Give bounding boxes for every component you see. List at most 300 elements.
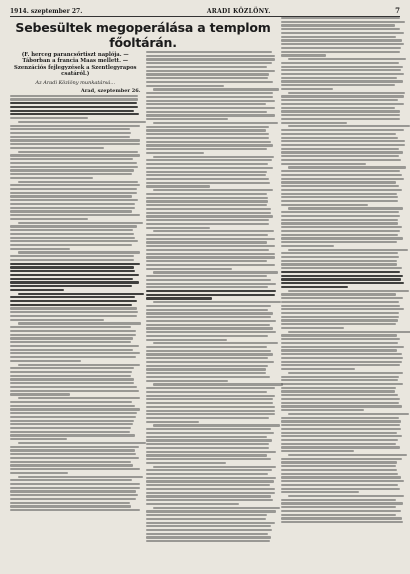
text-line: [10, 472, 68, 474]
text-line: [146, 428, 271, 430]
text-line: [146, 395, 276, 397]
text-line: [281, 245, 334, 247]
text-line: [18, 322, 142, 324]
text-line: [146, 275, 267, 277]
text-line: [10, 281, 139, 283]
text-line: [18, 397, 140, 399]
text-line: [146, 103, 267, 105]
text-line: [281, 387, 396, 389]
text-line: [281, 301, 399, 303]
text-line: [146, 525, 272, 527]
column-1-text: [10, 95, 141, 512]
text-line: [10, 378, 134, 380]
text-line: [146, 499, 273, 501]
text-line: [10, 307, 137, 309]
text-line: [281, 420, 401, 422]
text-line: [146, 492, 275, 494]
article-deck: (F. herceg parancsőrtiszt naplója. — Táborban a francia Maas mellett. — Szenzációs fejlegyzések a Szentlegyrapos csatáról.): [14, 52, 137, 78]
text-line: [146, 51, 272, 53]
text-line: [146, 297, 212, 299]
text-line: [281, 144, 405, 146]
text-line: [281, 267, 402, 269]
text-line: [146, 447, 269, 449]
text-line: [288, 166, 405, 168]
text-line: [146, 503, 240, 505]
text-line: [281, 484, 398, 486]
text-line: [281, 383, 403, 385]
text-line: [146, 413, 276, 415]
text-line: [146, 137, 269, 139]
text-line: [146, 73, 270, 75]
text-line: [281, 39, 402, 41]
text-line: [281, 151, 403, 153]
text-line: [281, 66, 403, 68]
text-line: [281, 110, 400, 112]
text-line: [10, 240, 138, 242]
text-line: [281, 28, 400, 30]
text-line: [10, 113, 139, 115]
text-line: [281, 346, 404, 348]
text-line: [10, 390, 139, 392]
text-line: [10, 356, 136, 358]
text-line: [10, 207, 135, 209]
text-line: [281, 73, 404, 75]
text-line: [10, 405, 135, 407]
text-line: [10, 166, 138, 168]
text-line: [281, 465, 396, 467]
text-line: [281, 394, 398, 396]
text-line: [281, 275, 403, 277]
text-line: [10, 266, 134, 268]
text-line: [281, 353, 402, 355]
text-line: [146, 62, 272, 64]
text-line: [10, 401, 132, 403]
text-line: [153, 507, 279, 509]
text-line: [281, 491, 359, 493]
text-line: [281, 114, 400, 116]
text-line: [10, 386, 137, 388]
text-line: [281, 174, 402, 176]
text-line: [10, 300, 137, 302]
text-line: [288, 58, 405, 60]
text-line: [146, 454, 268, 456]
text-line: [10, 453, 136, 455]
text-line: [146, 421, 200, 423]
text-line: [10, 117, 88, 119]
text-line: [146, 81, 273, 83]
text-line: [146, 439, 273, 441]
text-line: [10, 464, 133, 466]
text-line: [146, 245, 276, 247]
text-line: [146, 387, 275, 389]
text-line: [281, 342, 398, 344]
text-line: [146, 324, 271, 326]
text-line: [146, 141, 271, 143]
text-line: [146, 294, 276, 296]
text-line: [10, 393, 70, 395]
text-line: [10, 132, 131, 134]
text-line: [281, 327, 344, 329]
text-line: [281, 69, 401, 71]
text-line: [288, 413, 409, 415]
text-line: [281, 17, 400, 19]
text-line: [281, 155, 399, 157]
text-line: [146, 443, 270, 445]
text-line: [281, 163, 366, 165]
text-line: [10, 102, 137, 104]
text-line: [281, 140, 405, 142]
text-line: [281, 308, 404, 310]
text-line: [18, 442, 147, 444]
text-line: [281, 252, 398, 254]
text-line: [10, 296, 135, 298]
text-line: [288, 290, 409, 292]
text-line: [146, 152, 204, 154]
text-line: [281, 24, 395, 26]
text-line: [281, 226, 402, 228]
text-line: [281, 446, 400, 448]
text-line: [146, 197, 269, 199]
text-line: [281, 316, 399, 318]
text-line: [10, 237, 135, 239]
text-line: [10, 479, 132, 481]
text-line: [146, 182, 271, 184]
text-line: [146, 312, 274, 314]
text-line: [146, 462, 226, 464]
text-line: [10, 177, 93, 179]
text-line: [281, 62, 399, 64]
text-line: [281, 54, 326, 56]
text-line: [153, 383, 282, 385]
text-line: [10, 483, 140, 485]
text-line: [18, 222, 143, 224]
page-number: 7: [395, 6, 400, 15]
text-line: [10, 98, 138, 100]
text-line: [281, 305, 400, 307]
text-line: [146, 133, 269, 135]
text-line: [281, 432, 397, 434]
text-line: [146, 533, 269, 535]
text-line: [146, 477, 276, 479]
text-line: [153, 156, 274, 158]
text-line: [10, 509, 140, 511]
text-line: [281, 349, 397, 351]
text-line: [146, 249, 270, 251]
text-line: [281, 502, 403, 504]
text-line: [281, 80, 403, 82]
text-line: [146, 96, 274, 98]
column-1: [10, 51, 141, 542]
text-line: [281, 338, 400, 340]
text-line: [146, 357, 268, 359]
text-line: [281, 476, 401, 478]
text-line: [281, 148, 399, 150]
text-line: [146, 309, 269, 311]
text-line: [281, 241, 397, 243]
text-line: [281, 21, 405, 23]
text-line: [146, 339, 227, 341]
text-line: [146, 286, 268, 288]
text-line: [146, 365, 268, 367]
text-line: [288, 92, 404, 94]
text-line: [10, 248, 70, 250]
text-line: [281, 47, 401, 49]
text-line: [281, 200, 398, 202]
text-line: [10, 136, 130, 138]
text-line: [281, 364, 400, 366]
text-line: [146, 171, 267, 173]
text-line: [146, 417, 270, 419]
text-line: [288, 207, 402, 209]
text-line: [281, 219, 398, 221]
text-line: [281, 185, 399, 187]
text-line: [281, 263, 397, 265]
text-line: [146, 327, 274, 329]
text-line: [281, 357, 403, 359]
text-line: [10, 461, 131, 463]
text-line: [10, 233, 134, 235]
column-3: [281, 17, 405, 542]
text-line: [281, 443, 396, 445]
text-line: [10, 341, 131, 343]
text-line: [281, 297, 403, 299]
text-line: [10, 427, 131, 429]
text-line: [288, 372, 403, 374]
text-line: [146, 163, 268, 165]
text-line: [281, 499, 396, 501]
text-line: [10, 375, 131, 377]
text-line: [281, 103, 404, 105]
text-line: [281, 458, 402, 460]
text-line: [281, 99, 398, 101]
text-line: [146, 469, 273, 471]
text-line: [153, 466, 276, 468]
text-line: [10, 319, 104, 321]
text-line: [281, 260, 397, 262]
text-line: [281, 215, 400, 217]
text-line: [146, 70, 276, 72]
text-line: [10, 311, 138, 313]
text-line: [146, 66, 267, 68]
text-line: [281, 129, 404, 131]
text-line: [10, 173, 132, 175]
text-line: [18, 293, 144, 295]
text-line: [281, 293, 396, 295]
text-line: [281, 256, 399, 258]
text-line: [281, 417, 399, 419]
text-line: [146, 380, 229, 382]
text-line: [153, 342, 278, 344]
text-line: [10, 218, 88, 220]
text-line: [281, 282, 404, 284]
text-line: [288, 249, 408, 251]
text-line: [146, 510, 276, 512]
text-line: [281, 286, 348, 288]
text-line: [10, 188, 137, 190]
text-line: [288, 454, 407, 456]
text-line: [146, 316, 272, 318]
text-line: [10, 229, 133, 231]
text-line: [146, 522, 275, 524]
text-line: [10, 263, 140, 265]
text-line: [281, 234, 398, 236]
text-line: [10, 487, 140, 489]
text-line: [10, 345, 139, 347]
text-line: [18, 251, 140, 253]
text-line: [10, 162, 137, 164]
text-line: [146, 111, 267, 113]
text-line: [281, 88, 333, 90]
text-line: [10, 431, 130, 433]
text-line: [281, 32, 404, 34]
text-line: [10, 382, 134, 384]
text-line: [281, 450, 354, 452]
text-line: [281, 319, 398, 321]
text-line: [146, 208, 271, 210]
text-line: [146, 174, 267, 176]
text-line: [281, 230, 400, 232]
text-line: [146, 227, 211, 229]
text-line: [146, 346, 267, 348]
text-line: [153, 230, 274, 232]
text-line: [146, 488, 276, 490]
text-line: [146, 391, 267, 393]
text-line: [10, 255, 134, 257]
text-line: [146, 268, 232, 270]
text-line: [10, 169, 134, 171]
text-line: [10, 214, 140, 216]
text-line: [146, 529, 272, 531]
text-line: [281, 390, 395, 392]
text-line: [18, 121, 146, 123]
text-line: [281, 424, 400, 426]
text-line: [281, 488, 400, 490]
text-line: [281, 368, 355, 370]
text-line: [10, 438, 67, 440]
text-line: [146, 290, 276, 292]
article-byline: Az Aradi Közlöny munkatársá...: [35, 79, 116, 86]
column-3-text: [281, 17, 405, 523]
text-line: [146, 305, 272, 307]
text-line: [146, 260, 268, 262]
text-line: [281, 51, 400, 53]
article-dateline: Arad, szeptember 26.: [80, 87, 141, 94]
running-header: [10, 6, 400, 17]
text-line: [288, 331, 410, 333]
text-line: [146, 372, 267, 374]
article-columns: [10, 17, 400, 542]
text-line: [281, 170, 400, 172]
text-line: [146, 144, 274, 146]
text-line: [146, 241, 267, 243]
text-line: [281, 204, 368, 206]
text-line: [10, 468, 140, 470]
text-line: [10, 371, 132, 373]
text-line: [146, 540, 271, 542]
text-line: [146, 514, 267, 516]
text-line: [10, 412, 137, 414]
text-line: [10, 434, 135, 436]
text-line: [281, 122, 347, 124]
text-line: [146, 92, 273, 94]
text-line: [146, 148, 267, 150]
text-line: [10, 289, 64, 291]
text-line: [146, 234, 268, 236]
main-article: [10, 17, 276, 542]
article-headline: Sebesültek megoperálása a templom főoltárán.: [15, 20, 271, 50]
text-line: [146, 331, 276, 333]
text-line: [146, 473, 269, 475]
text-line: [10, 367, 134, 369]
text-line: [146, 114, 275, 116]
text-line: [146, 204, 268, 206]
text-line: [10, 192, 137, 194]
text-line: [10, 154, 140, 156]
text-line: [10, 349, 133, 351]
text-line: [18, 476, 143, 478]
text-line: [10, 128, 130, 130]
text-line: [10, 416, 136, 418]
text-line: [10, 158, 133, 160]
text-line: [146, 55, 275, 57]
text-line: [281, 405, 402, 407]
text-line: [10, 199, 138, 201]
text-line: [146, 118, 228, 120]
text-line: [146, 398, 273, 400]
text-line: [10, 408, 140, 410]
text-line: [146, 518, 267, 520]
text-line: [146, 256, 275, 258]
column-2: [146, 51, 277, 542]
text-line: [281, 473, 398, 475]
text-line: [153, 271, 277, 273]
text-line: [153, 88, 279, 90]
text-line: [146, 495, 271, 497]
text-line: [281, 133, 396, 135]
text-line: [146, 480, 275, 482]
text-line: [146, 406, 276, 408]
text-line: [281, 189, 402, 191]
text-line: [281, 77, 397, 79]
text-line: [146, 376, 271, 378]
text-line: [281, 409, 364, 411]
text-line: [153, 189, 273, 191]
text-line: [146, 432, 275, 434]
text-line: [10, 304, 132, 306]
text-line: [146, 353, 273, 355]
text-line: [10, 490, 136, 492]
text-line: [18, 364, 140, 366]
text-line: [10, 315, 137, 317]
text-line: [10, 326, 131, 328]
text-line: [281, 107, 395, 109]
text-line: [281, 181, 396, 183]
text-line: [146, 253, 276, 255]
text-line: [281, 521, 403, 523]
newspaper-title: ARADI KÖZLÖNY.: [206, 8, 271, 15]
column-2-text: [146, 51, 277, 542]
text-line: [10, 334, 136, 336]
text-line: [10, 147, 104, 149]
text-line: [18, 181, 138, 183]
text-line: [146, 402, 274, 404]
text-line: [281, 193, 397, 195]
text-line: [281, 36, 396, 38]
text-line: [288, 125, 410, 127]
text-line: [281, 237, 403, 239]
text-line: [146, 100, 275, 102]
text-line: [281, 439, 398, 441]
